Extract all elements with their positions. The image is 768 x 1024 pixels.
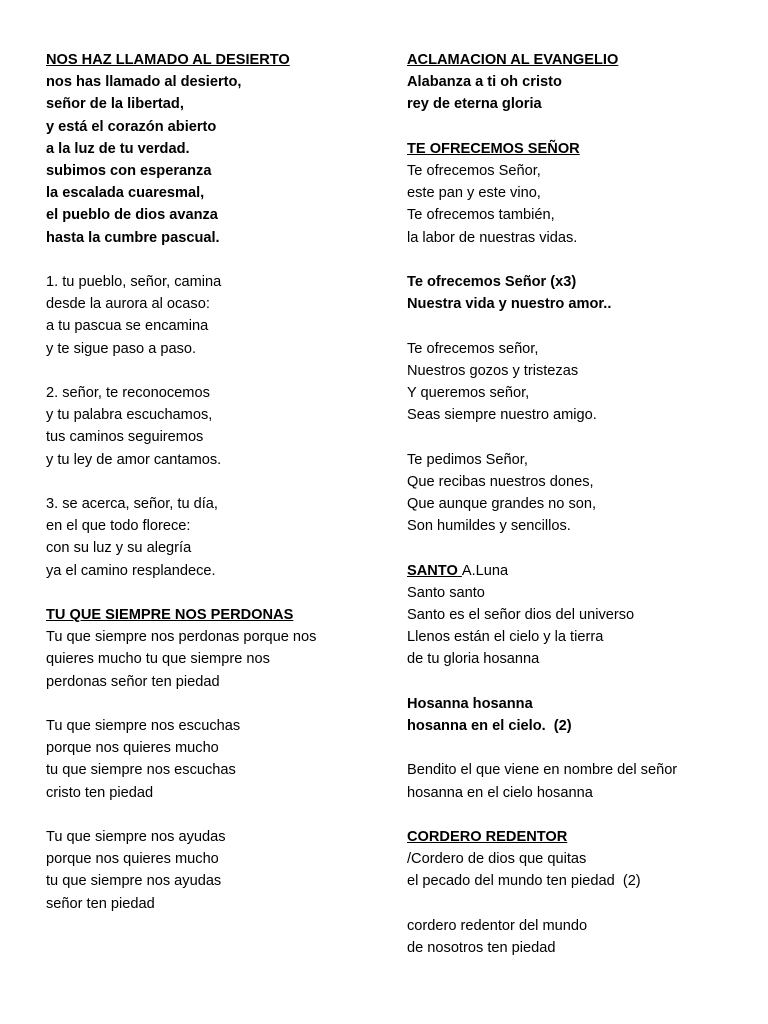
verse-line: Llenos están el cielo y la tierra	[407, 629, 604, 646]
stanza-gap	[46, 582, 386, 604]
right-column	[407, 49, 752, 959]
verse-line: Te pedimos Señor,	[407, 451, 528, 468]
verse-line: Tu que siempre nos perdonas porque nos	[46, 629, 317, 646]
verse-line: de nosotros ten piedad	[407, 939, 556, 956]
stanza-gap	[407, 249, 752, 271]
left-column	[46, 49, 386, 915]
chorus-line: subimos con esperanza	[46, 163, 212, 180]
stanza-gap	[46, 804, 386, 826]
verse-line: Te ofrecemos Señor,	[407, 163, 541, 179]
verse-line: Nuestros gozos y tristezas	[407, 362, 579, 379]
verse-line: 2. señor, te reconocemos	[46, 385, 210, 402]
verse-line: tu que siempre nos ayudas	[46, 873, 222, 890]
verse-line: porque nos quieres mucho	[46, 740, 219, 757]
verse-line: Te ofrecemos también,	[407, 207, 555, 224]
chorus-line: el pueblo de dios avanza	[46, 207, 218, 224]
song-title-santo: SANTO	[407, 562, 458, 579]
verse-line: porque nos quieres mucho	[46, 851, 219, 868]
chorus-line: hosanna en el cielo. (2)	[407, 718, 572, 734]
verse-line: tus caminos seguiremos	[46, 429, 204, 446]
chorus-line: Hosanna hosanna	[407, 695, 533, 712]
verse-line: Tu que siempre nos escuchas	[46, 718, 241, 735]
verse-line: Seas siempre nuestro amigo.	[407, 407, 597, 424]
verse-line: Son humildes y sencillos.	[407, 518, 571, 535]
verse-line: /Cordero de dios que quitas	[407, 851, 587, 868]
chorus-line: rey de eterna gloria	[407, 96, 542, 113]
song-title-tu-que-siempre: TU QUE SIEMPRE NOS PERDONAS	[46, 607, 294, 624]
chorus-line: nos has llamado al desierto,	[46, 74, 242, 91]
verse-line: quieres mucho tu que siempre nos	[46, 651, 270, 668]
verse-line: Que recibas nuestros dones,	[407, 473, 594, 490]
verse-line: con su luz y su alegría	[46, 540, 192, 557]
song-title-te-ofrecemos: TE OFRECEMOS SEÑOR	[407, 140, 580, 157]
verse-line: perdonas señor ten piedad	[46, 673, 220, 690]
song-title-cordero-redentor: CORDERO REDENTOR	[407, 828, 568, 845]
stanza-gap	[407, 737, 752, 759]
verse-line: Te ofrecemos señor,	[407, 340, 539, 357]
stanza-gap	[407, 116, 752, 138]
verse-line: cristo ten piedad	[46, 784, 154, 801]
verse-line: 3. se acerca, señor, tu día,	[46, 496, 218, 513]
chorus-line: hasta la cumbre pascual.	[46, 229, 220, 246]
verse-line: a tu pascua se encamina	[46, 318, 209, 335]
stanza-gap	[407, 893, 752, 915]
verse-line: señor ten piedad	[46, 895, 155, 912]
verse-line: hosanna en el cielo hosanna	[407, 784, 593, 801]
verse-line: el pecado del mundo ten piedad (2)	[407, 873, 641, 890]
chorus-line: y está el corazón abierto	[46, 118, 217, 135]
song-heading-santo	[407, 560, 752, 582]
stanza-gap	[407, 671, 752, 693]
verse-line: cordero redentor del mundo	[407, 917, 588, 934]
chorus-line: Alabanza a ti oh cristo	[407, 74, 562, 91]
song-title-aclamacion: ACLAMACION AL EVANGELIO	[407, 52, 619, 68]
stanza-gap	[407, 804, 752, 826]
chorus-line: Nuestra vida y nuestro amor..	[407, 296, 612, 313]
stanza-gap	[407, 426, 752, 448]
verse-line: desde la aurora al ocaso:	[46, 296, 210, 313]
verse-line: Tu que siempre nos ayudas	[46, 829, 226, 846]
verse-line: este pan y este vino,	[407, 185, 541, 202]
verse-line: Que aunque grandes no son,	[407, 496, 597, 512]
stanza-gap	[46, 471, 386, 493]
stanza-gap	[46, 693, 386, 715]
chorus-line: señor de la libertad,	[46, 96, 184, 113]
verse-line: y tu ley de amor cantamos.	[46, 451, 222, 468]
verse-line: la labor de nuestras vidas.	[407, 229, 578, 246]
stanza-gap	[46, 249, 386, 271]
chorus-line: Te ofrecemos Señor (x3)	[407, 274, 577, 290]
verse-line: en el que todo florece:	[46, 518, 191, 535]
chorus-line: a la luz de tu verdad.	[46, 140, 190, 157]
verse-line: Bendito el que viene en nombre del señor	[407, 762, 678, 779]
verse-line: tu que siempre nos escuchas	[46, 762, 236, 779]
verse-line: 1. tu pueblo, señor, camina	[46, 274, 222, 291]
verse-line: ya el camino resplandece.	[46, 562, 216, 579]
verse-line: Santo es el señor dios del universo	[407, 607, 635, 623]
chorus-line: la escalada cuaresmal,	[46, 185, 205, 202]
verse-line: Y queremos señor,	[407, 385, 530, 401]
stanza-gap	[407, 537, 752, 559]
verse-line: de tu gloria hosanna	[407, 651, 540, 668]
song-author: A.Luna	[461, 562, 509, 579]
verse-line: y tu palabra escuchamos,	[46, 407, 213, 424]
verse-line: y te sigue paso a paso.	[46, 340, 197, 357]
verse-line: Santo santo	[407, 584, 485, 601]
stanza-gap	[46, 360, 386, 382]
song-title-nos-haz-llamado: NOS HAZ LLAMADO AL DESIERTO	[46, 52, 290, 68]
stanza-gap	[407, 315, 752, 337]
